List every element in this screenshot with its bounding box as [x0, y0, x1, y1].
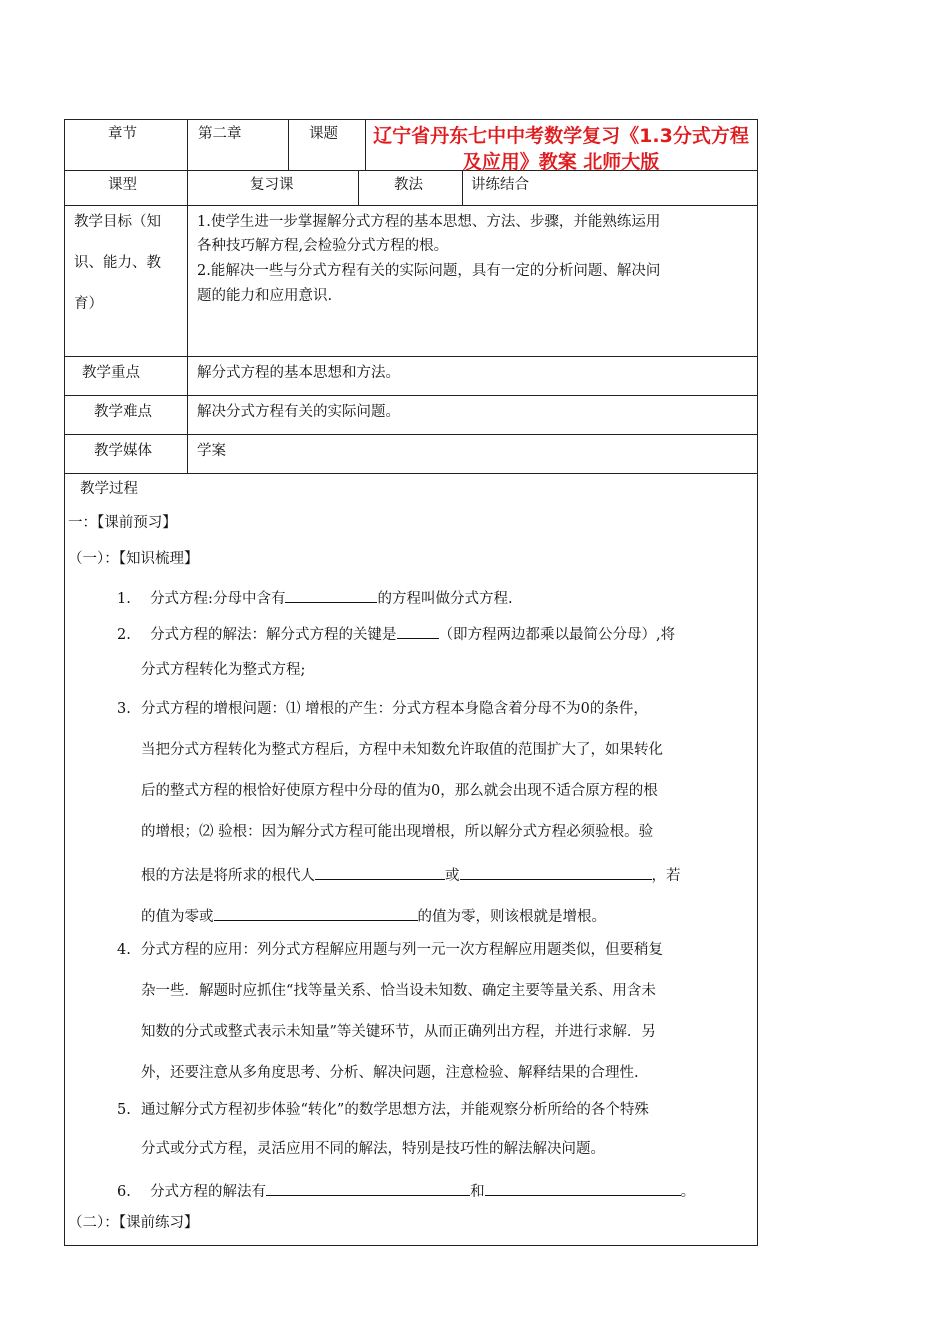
answer-blank — [315, 865, 445, 880]
row-divider — [64, 205, 758, 206]
list-item — [117, 587, 513, 608]
item-number: 2. — [117, 627, 131, 643]
col-divider — [288, 119, 289, 170]
item-number: 6. — [117, 1184, 131, 1200]
item-text: 的方程叫做分式方程. — [377, 591, 513, 607]
col-divider — [358, 170, 359, 205]
answer-blank — [214, 906, 418, 921]
item-text: 分式方程的应用：列分式方程解应用题与列一元一次方程解应用题类似，但要稍复 — [141, 942, 663, 958]
item-text: 知数的分式或整式表示未知量”等关键环节，从而正确列出方程，并进行求解．另 — [141, 1024, 656, 1040]
item-text: 分式方程转化为整式方程; — [141, 662, 306, 678]
media-label: 教学媒体 — [94, 443, 152, 459]
objectives-label: 识、能力、教 — [74, 255, 161, 271]
list-item — [117, 1180, 695, 1201]
item-number: 1. — [117, 591, 131, 607]
col-divider — [365, 119, 366, 170]
col-divider — [187, 119, 188, 473]
answer-blank — [460, 865, 652, 880]
item-text: 外，还要注意从多角度思考、分析、解决问题，注意检验、解释结果的合理性. — [141, 1065, 639, 1081]
item-number: 4. — [117, 942, 131, 958]
item-text: 的增根；⑵ 验根：因为解分式方程可能出现增根，所以解分式方程必须验根。验 — [141, 824, 654, 840]
answer-blank — [397, 624, 439, 639]
item-text: 后的整式方程的根恰好使原方程中分母的值为0，那么就会出现不适合原方程的根 — [141, 783, 658, 799]
chapter-value: 第二章 — [198, 126, 242, 142]
item-text: 的值为零，则该根就是增根。 — [417, 909, 606, 925]
section-heading: 一：【课前预习】 — [68, 515, 177, 531]
key-point-label: 教学重点 — [82, 365, 140, 381]
method-label: 教法 — [394, 177, 423, 193]
item-text: 分式方程的增根问题：⑴ 增根的产生：分式方程本身隐含着分母不为0的条件， — [141, 701, 648, 717]
item-text: ，若 — [651, 868, 681, 884]
chapter-label: 章节 — [108, 126, 137, 142]
item-text: 根的方法是将所求的根代人 — [141, 868, 315, 884]
answer-blank — [266, 1181, 470, 1196]
media-value: 学案 — [197, 443, 226, 459]
objectives-label: 育） — [74, 296, 103, 312]
item-text: （即方程两边都乘以最简公分母）,将 — [438, 627, 676, 643]
answer-blank — [485, 1181, 681, 1196]
topic-label: 课题 — [309, 126, 338, 142]
item-text: 通过解分式方程初步体验“转化”的数学思想方法，并能观察分析所给的各个特殊 — [141, 1102, 649, 1118]
difficulty-label: 教学难点 — [94, 404, 152, 420]
difficulty-value: 解决分式方程有关的实际问题。 — [197, 404, 400, 420]
method-value: 讲练结合 — [471, 177, 529, 193]
row-divider — [64, 395, 758, 396]
key-point-value: 解分式方程的基本思想和方法。 — [197, 365, 400, 381]
item-text: 。 — [680, 1184, 696, 1200]
objective-line: 各种技巧解方程,会检验分式方程的根。 — [197, 238, 449, 254]
item-text: 分式方程的解法：解分式方程的关键是 — [150, 627, 397, 643]
item-text: 分式或分式方程，灵活应用不同的解法，特别是技巧性的解法解决问题。 — [141, 1141, 605, 1157]
objective-line: 2.能解决一些与分式方程有关的实际问题，具有一定的分析问题、解决问 — [197, 263, 661, 279]
objective-line: 题的能力和应用意识. — [197, 288, 333, 304]
item-number: 5. — [117, 1102, 131, 1118]
item-text: 当把分式方程转化为整式方程后，方程中未知数允许取值的范围扩大了，如果转化 — [141, 742, 663, 758]
list-item — [117, 623, 675, 644]
item-text-line — [141, 864, 681, 885]
process-title: 教学过程 — [80, 481, 138, 497]
topic-title: 辽宁省丹东七中中考数学复习《1.3分式方程及应用》教案 北师大版 — [373, 125, 749, 173]
answer-blank — [285, 588, 377, 603]
col-divider — [462, 170, 463, 205]
type-value: 复习课 — [250, 177, 294, 193]
type-label: 课型 — [108, 177, 137, 193]
item-text: 的值为零或 — [141, 909, 214, 925]
subsection-heading: （二）：【课前练习】 — [68, 1215, 199, 1231]
item-text: 和 — [470, 1184, 485, 1200]
item-number: 3. — [117, 701, 131, 717]
item-text: 或 — [445, 868, 460, 884]
objectives-label: 教学目标（知 — [74, 214, 161, 230]
row-divider — [64, 434, 758, 435]
row-divider — [64, 473, 758, 474]
row-divider — [64, 356, 758, 357]
objective-line: 1.使学生进一步掌握解分式方程的基本思想、方法、步骤，并能熟练运用 — [197, 214, 661, 230]
item-text: 分式方程:分母中含有 — [150, 591, 286, 607]
item-text-line — [141, 905, 606, 926]
item-text: 分式方程的解法有 — [150, 1184, 267, 1200]
subsection-heading: （一）：【知识梳理】 — [68, 551, 199, 567]
item-text: 杂一些．解题时应抓住“找等量关系、恰当设未知数、确定主要等量关系、用含未 — [141, 983, 656, 999]
